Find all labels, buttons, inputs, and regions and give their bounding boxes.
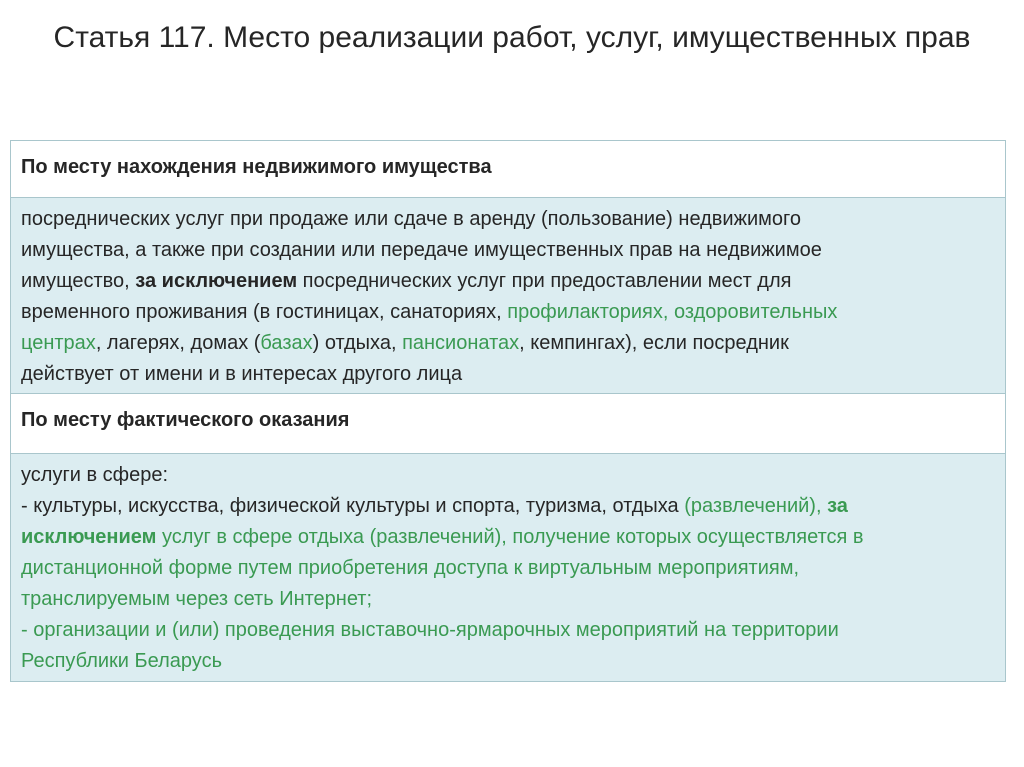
text-segment: , кемпингах), если посредник — [519, 332, 789, 354]
text-segment: транслируемым через сеть Интернет; — [21, 588, 373, 610]
text-segment: посреднических услуг при предоставлении мест для — [297, 270, 792, 292]
text-segment: услуг в сфере отдыха (развлечений), получение которых осуществляется в — [156, 526, 864, 548]
text-segment: центрах — [21, 332, 96, 354]
text-line — [21, 553, 995, 584]
text-line — [21, 615, 995, 646]
text-segment: исключением — [21, 526, 157, 548]
text-line — [21, 584, 995, 615]
text-segment: ) отдыха, — [312, 332, 403, 354]
text-segment: имущества, а также при создании или передаче имущественных прав на недвижимое — [21, 239, 822, 261]
text-segment: (развлечений), — [684, 495, 828, 517]
text-segment: действует от имени и в интересах другого лица — [21, 363, 463, 385]
text-segment: имущество, — [21, 270, 136, 292]
text-segment: посреднических услуг при продаже или сдаче в аренду (пользование) недвижимого — [21, 208, 801, 230]
text-segment: услуги в сфере: — [21, 464, 169, 486]
text-segment: базах — [260, 332, 313, 354]
text-segment: за исключением — [135, 270, 298, 292]
text-segment: дистанционной форме путем приобретения доступа к виртуальным мероприятиям, — [21, 557, 800, 579]
text-segment: временного проживания (в гостиницах, санаториях, — [21, 301, 508, 323]
text-segment: Республики Беларусь — [21, 650, 222, 672]
text-segment: , лагерях, домах ( — [95, 332, 261, 354]
text-line — [21, 235, 995, 266]
text-line — [21, 522, 995, 553]
text-segment: профилакториях, оздоровительных — [507, 301, 838, 323]
text-line — [21, 266, 995, 297]
text-segment: - организации и (или) проведения выставочно-ярмарочных мероприятий на территории — [21, 619, 839, 641]
text-line — [21, 646, 995, 677]
slide-title: Статья 117. Место реализации работ, услуг, имущественных прав — [53, 21, 971, 54]
rules-table — [10, 140, 1006, 682]
section-body-real-estate — [11, 198, 1005, 394]
text-line — [21, 359, 995, 390]
text-line — [21, 328, 995, 359]
text-segment: пансионатах — [402, 332, 520, 354]
text-line — [21, 460, 995, 491]
section-body-actual-provision — [11, 454, 1005, 681]
text-line — [21, 204, 995, 235]
text-line — [21, 491, 995, 522]
text-line — [21, 297, 995, 328]
section-header-actual-provision: По месту фактического оказания — [11, 394, 1005, 454]
text-segment: за — [827, 495, 848, 517]
text-segment: - культуры, искусства, физической культуры и спорта, туризма, отдыха — [21, 495, 685, 517]
section-header-real-estate: По месту нахождения недвижимого имущества — [11, 141, 1005, 198]
